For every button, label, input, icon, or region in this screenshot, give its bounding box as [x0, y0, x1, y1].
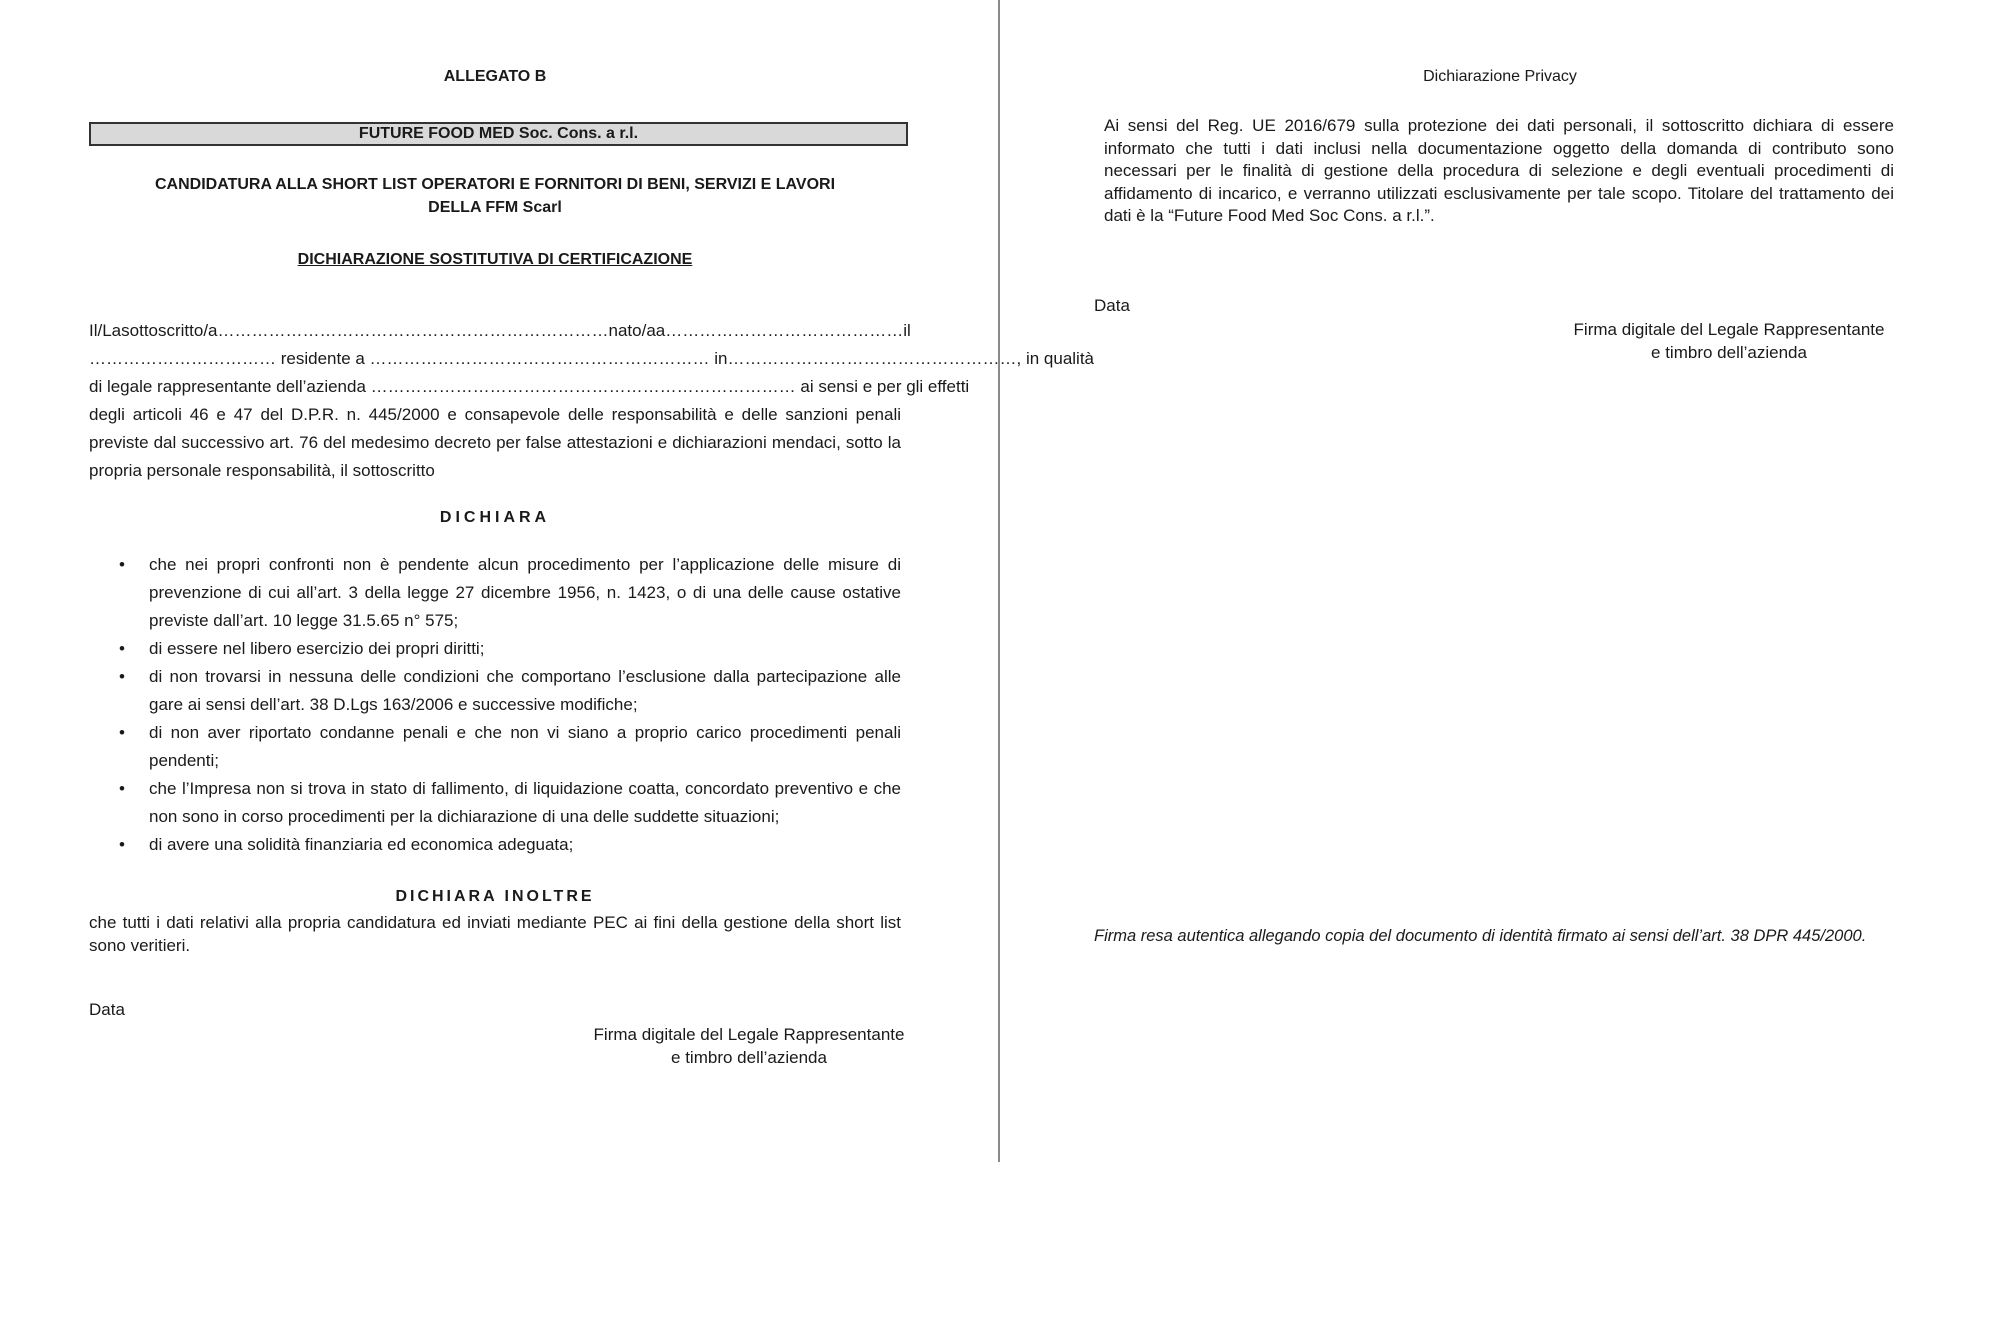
- list-item: • di non aver riportato condanne penali e che non vi siano a proprio carico procedimenti penali pendenti;: [89, 719, 901, 775]
- declarant-rest: degli articoli 46 e 47 del D.P.R. n. 445/2000 e consapevole delle responsabilità e delle sanzioni penali previste dal successivo art. 76 del medesimo decreto per false attestazioni e dichiarazioni mendaci, sotto la propria personale responsabilità, il sottoscritto: [89, 405, 901, 480]
- declarant-line-2: [89, 345, 1095, 373]
- bullet-icon: •: [119, 667, 125, 686]
- birthplace-field: a……………………………………: [655, 321, 904, 340]
- signature-block: [509, 1023, 989, 1069]
- candidatura-line-1: CANDIDATURA ALLA SHORT LIST OPERATORI E FORNITORI DI BENI, SERVIZI E LAVORI: [154, 176, 836, 193]
- residence-fields: …………………………… residente a …………………………………………………… in……………………………………………, in qualità: [89, 349, 1095, 368]
- dichiara-heading: DICHIARA: [439, 509, 551, 526]
- company-field: di legale rappresentante dell’azienda ………………………………………………………………… ai sensi e per gli effetti: [89, 377, 970, 396]
- privacy-title: Dichiarazione Privacy: [1423, 68, 1577, 85]
- signature-line-2: e timbro dell’azienda: [1651, 343, 1807, 362]
- final-statement: che tutti i dati relativi alla propria candidatura ed inviati mediante PEC ai fini della gestione della short list sono veritieri.: [89, 913, 901, 955]
- list-item: • di avere una solidità finanziaria ed economica adeguata;: [89, 831, 901, 859]
- list-item: • che l’Impresa non si trova in stato di fallimento, di liquidazione coatta, concordato preventivo e che non sono in corso procedimenti per la dichiarazione di una delle suddette situazioni;: [89, 775, 901, 831]
- dichiarazione-heading: [89, 251, 901, 269]
- signature-line-2: e timbro dell’azienda: [671, 1048, 827, 1067]
- allegato-heading: ALLEGATO B: [443, 68, 547, 85]
- signature-line-1: Firma digitale del Legale Rappresentante: [1573, 320, 1885, 339]
- list-item: • di essere nel libero esercizio dei propri diritti;: [89, 635, 901, 663]
- bullet-icon: •: [119, 835, 125, 854]
- signature-authentication-note: Firma resa autentica allegando copia del documento di identità firmato ai sensi dell’art. 38 DPR 445/2000.: [1094, 927, 1867, 945]
- candidatura-heading: [89, 173, 901, 219]
- declarant-line-1: [89, 317, 911, 345]
- il-label: il: [903, 321, 911, 340]
- signature-line-1: Firma digitale del Legale Rappresentante: [593, 1025, 905, 1044]
- page-divider: [998, 0, 1000, 1162]
- declarant-line-3: [89, 373, 970, 401]
- signature-block: [1489, 318, 1969, 364]
- sottoscritto-field: sottoscritto/a……………………………………………………………: [121, 321, 609, 340]
- bullet-icon: •: [119, 639, 125, 658]
- nato-label: nato/a: [608, 321, 656, 340]
- bullet-icon: •: [119, 779, 125, 798]
- company-banner: FUTURE FOOD MED Soc. Cons. a r.l.: [89, 122, 908, 146]
- il-la-label: Il/La: [89, 321, 122, 340]
- bullet-icon: •: [119, 723, 125, 742]
- privacy-paragraph: Ai sensi del Reg. UE 2016/679 sulla protezione dei dati personali, il sottoscritto dichiara di essere informato che tutti i dati inclusi nella documentazione oggetto della domanda di contributo sono necessari per le finalità di gestione della procedura di selezione e degli eventuali procedimenti di affidamento di incarico, e verranno utilizzati esclusivamente per tale scopo. Titolare del trattamento dei dati è la “Future Food Med Soc Cons. a r.l.”.: [1104, 116, 1894, 225]
- dichiara-inoltre-heading: DICHIARA INOLTRE: [395, 888, 595, 905]
- declarant-paragraph: [89, 317, 1095, 485]
- bullet-icon: •: [119, 555, 125, 574]
- date-label: Data: [1094, 296, 1130, 315]
- date-label: Data: [89, 1000, 125, 1019]
- dichiarazione-title: DICHIARAZIONE SOSTITUTIVA DI CERTIFICAZIONE: [297, 251, 693, 268]
- candidatura-line-2: DELLA FFM Scarl: [428, 199, 562, 216]
- list-item: • che nei propri confronti non è pendente alcun procedimento per l’applicazione delle misure di prevenzione di cui all’art. 3 della legge 27 dicembre 1956, n. 1423, o di una delle cause ostative previste dall’art. 10 legge 31.5.65 n° 575;: [89, 551, 901, 635]
- declaration-list: [89, 551, 901, 859]
- list-item: • di non trovarsi in nessuna delle condizioni che comportano l’esclusione dalla partecipazione alle gare ai sensi dell’art. 38 D.Lgs 163/2006 e successive modifiche;: [89, 663, 901, 719]
